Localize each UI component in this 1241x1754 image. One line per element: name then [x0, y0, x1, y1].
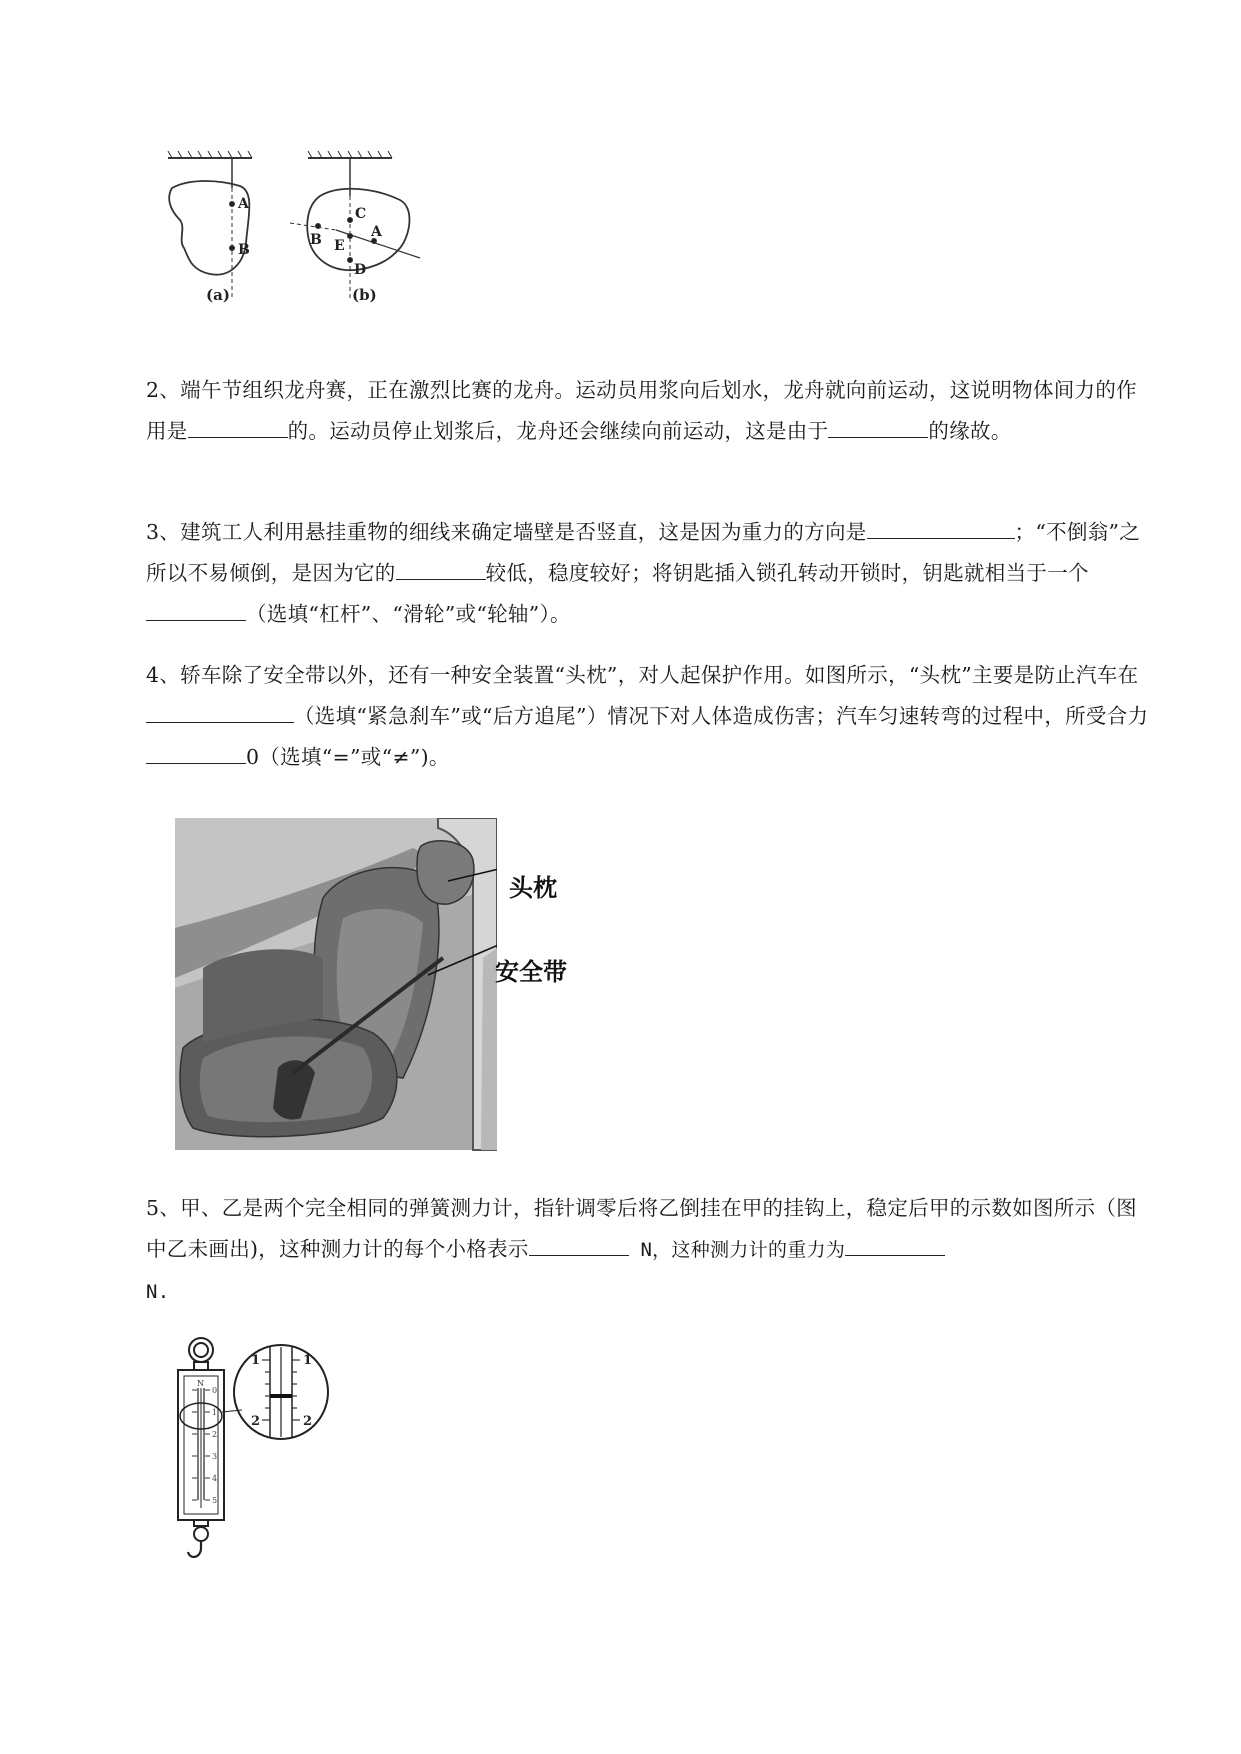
q4-blank-2[interactable]: [146, 737, 246, 764]
seatbelt-label: 安全带: [495, 958, 567, 986]
q4-blank-1[interactable]: [146, 696, 294, 723]
question-2: [146, 370, 1151, 452]
point-c-label: C: [355, 206, 367, 222]
q2-text-2: 的。运动员停止划浆后，龙舟还会继续向前运动，这是由于: [287, 419, 829, 443]
scale-unit: N: [197, 1379, 204, 1388]
point-b2-label: B: [310, 232, 322, 248]
q3-blank-1[interactable]: [867, 512, 1015, 539]
question-4: [146, 655, 1151, 778]
q4-text-3: 0（选填“=”或“≠”)。: [246, 745, 450, 769]
q2-blank-1[interactable]: [188, 411, 288, 438]
zoom-label-bottom-right: 2: [303, 1414, 313, 1429]
scale-tick-0: 0: [212, 1386, 218, 1395]
q3-text-2: ；“不倒翁”之所以不易倾倒，是因为它的: [146, 520, 1141, 585]
q3-text-4: （选填“杠杆”、“滑轮”或“轮轴”）。: [246, 602, 571, 626]
q5-text-2: N，这种测力计的重力为: [628, 1239, 846, 1261]
q5-text-3: N.: [146, 1281, 170, 1303]
scale-tick-2: 2: [212, 1430, 218, 1439]
q5-blank-2[interactable]: [845, 1229, 945, 1256]
scale-tick-5: 5: [212, 1496, 218, 1505]
q3-blank-2[interactable]: [396, 553, 486, 580]
zoom-label-bottom-left: 2: [251, 1414, 261, 1429]
figure-a: [168, 151, 252, 298]
figure-center-of-gravity: [160, 148, 470, 340]
q2-blank-2[interactable]: [828, 411, 928, 438]
scale-tick-4: 4: [212, 1474, 218, 1483]
scale-tick-1: 1: [212, 1408, 218, 1417]
question-5: [146, 1188, 1151, 1313]
point-a-label: A: [238, 196, 249, 212]
figure-car-seat: [173, 818, 573, 1151]
q4-text-1: 4、轿车除了安全带以外，还有一种安全装置“头枕”，对人起保护作用。如图所示，“头枕”主要是防止汽车在: [146, 663, 1139, 687]
scale-tick-3: 3: [212, 1452, 218, 1461]
q3-text-3: 较低，稳度较好；将钥匙插入锁孔转动开锁时，钥匙就相当于一个: [485, 561, 1089, 585]
zoom-label-top-left: 1: [251, 1353, 261, 1368]
point-d-label: D: [354, 262, 367, 278]
q3-text-1: 3、建筑工人利用悬挂重物的细线来确定墙壁是否竖直，这是因为重力的方向是: [146, 520, 867, 544]
point-e-label: E: [334, 238, 345, 254]
figure-spring-scale: [172, 1332, 362, 1564]
zoom-pointer: [270, 1394, 292, 1398]
headrest-label: 头枕: [509, 874, 557, 902]
point-a2-label: A: [371, 224, 382, 240]
zoom-label-top-right: 1: [303, 1353, 313, 1368]
question-3: [146, 512, 1151, 635]
q5-text-1: 5、甲、乙是两个完全相同的弹簧测力计，指针调零后将乙倒挂在甲的挂钩上，稳定后甲的示数如图所示（图中乙未画出)，这种测力计的每个小格表示: [146, 1196, 1137, 1261]
q3-blank-3[interactable]: [146, 594, 246, 621]
q2-text-1: 2、端午节组织龙舟赛，正在激烈比赛的龙舟。运动员用浆向后划水，龙舟就向前运动，这说明物体间力的作用是: [146, 378, 1137, 443]
q5-blank-1[interactable]: [529, 1229, 629, 1256]
point-b-label: B: [238, 242, 250, 258]
q2-text-3: 的缘故。: [928, 419, 1012, 443]
caption-b: (b): [352, 286, 377, 304]
q4-text-2: （选填“紧急刹车”或“后方追尾”）情况下对人体造成伤害；汽车匀速转弯的过程中，所受合力: [294, 704, 1149, 728]
caption-a: (a): [206, 286, 230, 304]
